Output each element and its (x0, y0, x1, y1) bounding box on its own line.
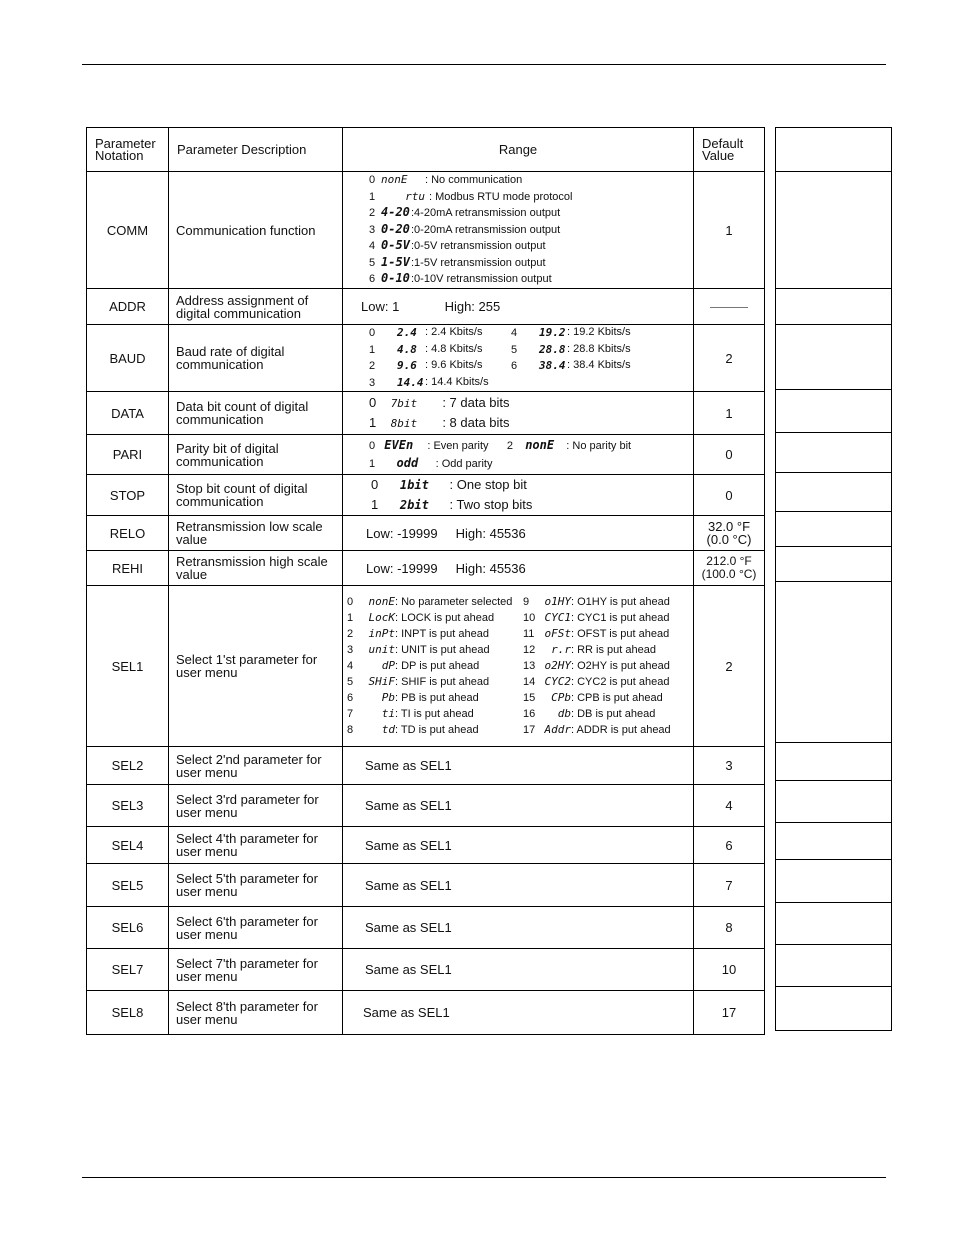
table-row-stop (87, 475, 765, 516)
user-setting-cell[interactable] (776, 390, 892, 433)
description-cell: Communication function (169, 172, 343, 289)
range-cell (343, 289, 694, 325)
range-cell: Same as SEL1 (343, 827, 694, 864)
range-option: 1 2bit : Two stop bits (371, 495, 693, 515)
range-option (369, 238, 693, 255)
lcd-code: Pb (381, 691, 395, 704)
option-text: : CYC2 is put ahead (571, 676, 670, 688)
default-cell: 2 (694, 586, 765, 747)
table-row-data (87, 392, 765, 435)
option-text: : 4.8 Kbits/s (425, 342, 483, 355)
parameter-table (86, 127, 765, 1035)
high-value: High: 255 (444, 299, 501, 314)
option-number: 12 (523, 644, 536, 656)
notation-cell: ADDR (87, 289, 169, 325)
notation-cell: REHI (87, 551, 169, 586)
lcd-code: 2bit (399, 498, 429, 512)
user-setting-cell[interactable] (776, 172, 892, 289)
notation-cell: SEL2 (87, 747, 169, 785)
user-setting-cell[interactable] (776, 945, 892, 987)
option-number: 0 (369, 327, 376, 339)
table-row-sel5 (87, 864, 765, 907)
option-text: : DP is put ahead (395, 660, 480, 672)
table-row-sel4 (87, 827, 765, 864)
table-row-comm (87, 172, 765, 289)
lcd-code: nonE (525, 437, 555, 452)
option-text: : O2HY is put ahead (571, 660, 670, 672)
lcd-code: odd (396, 455, 419, 470)
user-setting-cell[interactable] (776, 547, 892, 582)
range-cell (343, 586, 694, 747)
option-code-cell (511, 325, 567, 342)
description-cell: Select 8'th parameter for user menu (169, 991, 343, 1035)
lcd-code: 38.4 (539, 359, 566, 372)
bottom-rule (82, 1177, 886, 1178)
option-text: : DB is put ahead (571, 708, 656, 720)
lcd-code: 8bit (390, 417, 418, 430)
lcd-code: td (381, 723, 395, 736)
option-text: : O1HY is put ahead (571, 596, 670, 608)
range-option (369, 205, 693, 222)
description-cell: Data bit count of digital communication (169, 392, 343, 435)
lcd-code: 19.2 (539, 326, 566, 339)
range-cell (343, 516, 694, 551)
lcd-code: oFSt (544, 627, 571, 640)
notation-cell: RELO (87, 516, 169, 551)
option-code-cell (369, 375, 425, 392)
range-option (347, 690, 523, 706)
lcd-code: EVEn (384, 437, 414, 452)
range-option (347, 674, 523, 690)
default-cell: 2 (694, 325, 765, 392)
default-cell: 7 (694, 864, 765, 907)
table-row-sel2 (87, 747, 765, 785)
lcd-code: 4-20 (381, 205, 410, 220)
header-range: Range (343, 128, 694, 172)
lcd-code: r.r (551, 643, 571, 656)
option-number: 8 (347, 724, 354, 736)
lcd-code: CYC1 (544, 611, 571, 624)
option-number: 6 (511, 360, 518, 372)
notation-cell: STOP (87, 475, 169, 516)
low-value: Low: -19999 (366, 560, 438, 576)
range-option: 0 EVEn : Even parity 2 nonE : No parity bit (369, 437, 632, 452)
table-header-row (87, 128, 765, 172)
table-row-sel1 (87, 586, 765, 747)
range-cell (343, 551, 694, 586)
option-number: 13 (523, 660, 536, 672)
option-text: : TI is put ahead (395, 708, 474, 720)
option-text: : CPB is put ahead (571, 692, 663, 704)
option-number: 10 (523, 612, 536, 624)
option-code-cell (511, 358, 567, 375)
lcd-code: nonE (381, 173, 408, 187)
option-number: 3 (347, 644, 354, 656)
user-setting-cell[interactable] (776, 781, 892, 823)
user-setting-cell[interactable] (776, 987, 892, 1031)
option-text: : OFST is put ahead (571, 628, 670, 640)
lcd-code: nonE (368, 595, 395, 608)
range-option (523, 706, 693, 722)
range-cell (343, 475, 694, 516)
option-text: : CYC1 is put ahead (571, 612, 670, 624)
notation-cell: SEL4 (87, 827, 169, 864)
option-text: : ADDR is put ahead (571, 724, 671, 736)
range-option (523, 610, 693, 626)
lcd-code: ti (381, 707, 395, 720)
option-number: 2 (347, 628, 354, 640)
range-option (347, 594, 523, 610)
option-text: :0-5V retransmission output (411, 240, 546, 253)
description-cell: Retransmission low scale value (169, 516, 343, 551)
lcd-code: 28.8 (539, 342, 566, 356)
range-option (347, 626, 523, 642)
option-number: 1 (369, 343, 376, 356)
range-option (523, 674, 693, 690)
header-notation: Parameter Notation (87, 128, 169, 172)
option-number: 14 (523, 676, 536, 688)
range-option (523, 722, 693, 738)
default-cell: 10 (694, 949, 765, 991)
option-text: : TD is put ahead (395, 724, 479, 736)
range-option (369, 189, 693, 206)
option-text: : UNIT is put ahead (395, 644, 490, 656)
lcd-code: 0-5V (381, 238, 410, 253)
option-text: : 38.4 Kbits/s (567, 359, 631, 371)
range-option: 1 odd : Odd parity (369, 455, 493, 470)
description-cell: Select 7'th parameter for user menu (169, 949, 343, 991)
option-text: : LOCK is put ahead (395, 612, 495, 624)
lcd-code: LocK (368, 611, 395, 624)
option-number: 4 (347, 660, 354, 672)
default-cell: 32.0 °F (0.0 °C) (694, 516, 765, 551)
lcd-code: rtu (405, 189, 425, 203)
default-cell: 3 (694, 747, 765, 785)
description-cell: Select 1'st parameter for user menu (169, 586, 343, 747)
user-setting-cell[interactable] (776, 903, 892, 945)
range-option (347, 658, 523, 674)
low-value: Low: 1 (361, 299, 400, 314)
user-setting-cell[interactable] (776, 433, 892, 473)
top-rule (82, 64, 886, 65)
user-setting-cell[interactable] (776, 128, 892, 172)
range-cell: Same as SEL1 (343, 747, 694, 785)
description-cell: Select 5'th parameter for user menu (169, 864, 343, 907)
option-text: : SHIF is put ahead (395, 676, 490, 688)
table-row-sel7 (87, 949, 765, 991)
option-number: 6 (347, 692, 354, 704)
description-cell: Baud rate of digital communication (169, 325, 343, 392)
description-cell: Select 6'th parameter for user menu (169, 907, 343, 949)
lcd-code: 9.6 (397, 359, 417, 372)
user-setting-cell[interactable] (776, 473, 892, 512)
table-row-sel6 (87, 907, 765, 949)
range-option (347, 706, 523, 722)
option-number: 7 (347, 708, 354, 720)
lcd-code: 2.4 (397, 326, 417, 339)
lcd-code: unit (368, 643, 395, 656)
lcd-code: 1-5V (381, 254, 410, 269)
range-option (347, 610, 523, 626)
range-option (369, 255, 693, 272)
range-cell: Same as SEL1 (343, 785, 694, 827)
user-setting-cell[interactable] (776, 325, 892, 390)
notation-cell: SEL1 (87, 586, 169, 747)
option-text: :4-20mA retransmission output (411, 207, 561, 220)
option-number: 9 (523, 596, 530, 608)
range-option (369, 172, 693, 189)
option-number: 5 (347, 676, 354, 688)
default-cell: 4 (694, 785, 765, 827)
lcd-code: o1HY (544, 595, 571, 608)
option-text: : 9.6 Kbits/s (425, 359, 483, 371)
option-text: : RR is put ahead (571, 644, 656, 656)
range-option (347, 642, 523, 658)
option-text: : INPT is put ahead (395, 628, 489, 640)
default-cell: 8 (694, 907, 765, 949)
option-text: : 28.8 Kbits/s (567, 342, 631, 355)
default-cell: 1 (694, 392, 765, 435)
notation-cell: SEL8 (87, 991, 169, 1035)
low-value: Low: -19999 (366, 525, 438, 541)
range-list (343, 594, 693, 738)
option-text: : No communication (425, 174, 523, 187)
table-row-rehi (87, 551, 765, 586)
notation-cell: SEL6 (87, 907, 169, 949)
option-text: :0-10V retransmission output (411, 273, 552, 286)
range-option (523, 658, 693, 674)
lcd-code: 0-20 (381, 221, 410, 236)
option-number: 5 (511, 343, 518, 356)
description-cell: Address assignment of digital communication (169, 289, 343, 325)
option-number: 17 (523, 724, 536, 736)
header-description: Parameter Description (169, 128, 343, 172)
option-number: 16 (523, 708, 536, 720)
lcd-code: CPb (551, 691, 571, 704)
range-option (523, 690, 693, 706)
range-list (343, 325, 693, 391)
notation-cell: SEL3 (87, 785, 169, 827)
option-text: : No parameter selected (395, 596, 513, 608)
user-setting-cell[interactable] (776, 582, 892, 743)
option-code-cell (369, 342, 425, 359)
range-cell: Same as SEL1 (343, 991, 694, 1035)
range-option: 0 7bit : 7 data bits (369, 393, 693, 413)
lcd-code: db (557, 707, 571, 720)
notation-cell: COMM (87, 172, 169, 289)
range-cell (343, 435, 694, 475)
lcd-code: 14.4 (397, 375, 424, 389)
lcd-code: inPt (368, 627, 395, 640)
range-option (369, 271, 693, 288)
option-text: : PB is put ahead (395, 692, 479, 704)
table-row-relo (87, 516, 765, 551)
range-cell: Same as SEL1 (343, 907, 694, 949)
lcd-code: SHiF (368, 675, 395, 688)
default-cell: 1 (694, 172, 765, 289)
empty-default-dash (710, 307, 748, 308)
lcd-code: 1bit (399, 478, 429, 492)
default-cell: 0 (694, 435, 765, 475)
lcd-code: 4.8 (397, 342, 417, 356)
option-number: 1 (347, 612, 354, 624)
option-text: : 19.2 Kbits/s (567, 326, 631, 338)
default-cell: 17 (694, 991, 765, 1035)
range-cell (343, 172, 694, 289)
option-number: 0 (347, 596, 354, 608)
option-number: 3 (369, 376, 376, 389)
lcd-code: Addr (544, 723, 571, 736)
option-text: : Modbus RTU mode protocol (429, 190, 573, 203)
option-number: 11 (523, 628, 535, 640)
range-cell: Same as SEL1 (343, 864, 694, 907)
description-cell: Retransmission high scale value (169, 551, 343, 586)
table-row-sel8 (87, 991, 765, 1035)
option-number: 2 (369, 207, 376, 220)
range-list (343, 172, 693, 288)
user-setting-cell[interactable] (776, 289, 892, 325)
description-cell: Select 4'th parameter for user menu (169, 827, 343, 864)
option-text: :1-5V retransmission output (411, 256, 546, 269)
option-number: 4 (369, 240, 376, 253)
range-option (347, 722, 523, 738)
notation-cell: SEL5 (87, 864, 169, 907)
lcd-code: o2HY (544, 659, 571, 672)
notation-cell: DATA (87, 392, 169, 435)
option-number: 6 (369, 273, 376, 286)
option-number: 0 (369, 174, 376, 187)
user-setting-column (775, 127, 892, 1031)
range-option (523, 594, 693, 610)
user-setting-cell[interactable] (776, 860, 892, 903)
table-row-addr (87, 289, 765, 325)
notation-cell: PARI (87, 435, 169, 475)
user-setting-cell[interactable] (776, 823, 892, 860)
option-code-cell (369, 325, 425, 342)
description-cell: Stop bit count of digital communication (169, 475, 343, 516)
range-cell: Same as SEL1 (343, 949, 694, 991)
user-setting-cell[interactable] (776, 743, 892, 781)
lcd-code: dP (381, 659, 395, 672)
default-cell: 0 (694, 475, 765, 516)
option-text: : 14.4 Kbits/s (425, 375, 489, 388)
notation-cell: BAUD (87, 325, 169, 392)
table-row-pari (87, 435, 765, 475)
range-option: 0 1bit : One stop bit (371, 475, 693, 495)
range-cell (343, 392, 694, 435)
lcd-code: 7bit (390, 397, 418, 410)
table-row-sel3 (87, 785, 765, 827)
description-cell: Select 2'nd parameter for user menu (169, 747, 343, 785)
option-number: 3 (369, 223, 376, 236)
table-row-baud (87, 325, 765, 392)
default-cell (694, 289, 765, 325)
option-number: 15 (523, 692, 536, 704)
range-option (523, 626, 693, 642)
description-cell: Parity bit of digital communication (169, 435, 343, 475)
option-number: 5 (369, 256, 376, 269)
option-number: 4 (511, 327, 518, 339)
option-number: 1 (369, 190, 376, 203)
option-number: 2 (369, 360, 376, 372)
option-code-cell (369, 358, 425, 375)
lcd-code: CYC2 (544, 675, 571, 688)
lcd-code: 0-10 (381, 271, 410, 286)
range-cell (343, 325, 694, 392)
notation-cell: SEL7 (87, 949, 169, 991)
high-value: High: 45536 (455, 560, 526, 576)
default-cell: 6 (694, 827, 765, 864)
header-default: Default Value (694, 128, 765, 172)
option-code-cell (511, 342, 567, 359)
range-option: 1 8bit : 8 data bits (369, 413, 693, 433)
option-text: :0-20mA retransmission output (411, 223, 561, 236)
description-cell: Select 3'rd parameter for user menu (169, 785, 343, 827)
high-value: High: 45536 (455, 525, 526, 541)
option-text: : 2.4 Kbits/s (425, 326, 483, 338)
range-option (369, 222, 693, 239)
user-setting-cell[interactable] (776, 512, 892, 547)
range-option (523, 642, 693, 658)
default-cell: 212.0 °F (100.0 °C) (694, 551, 765, 586)
